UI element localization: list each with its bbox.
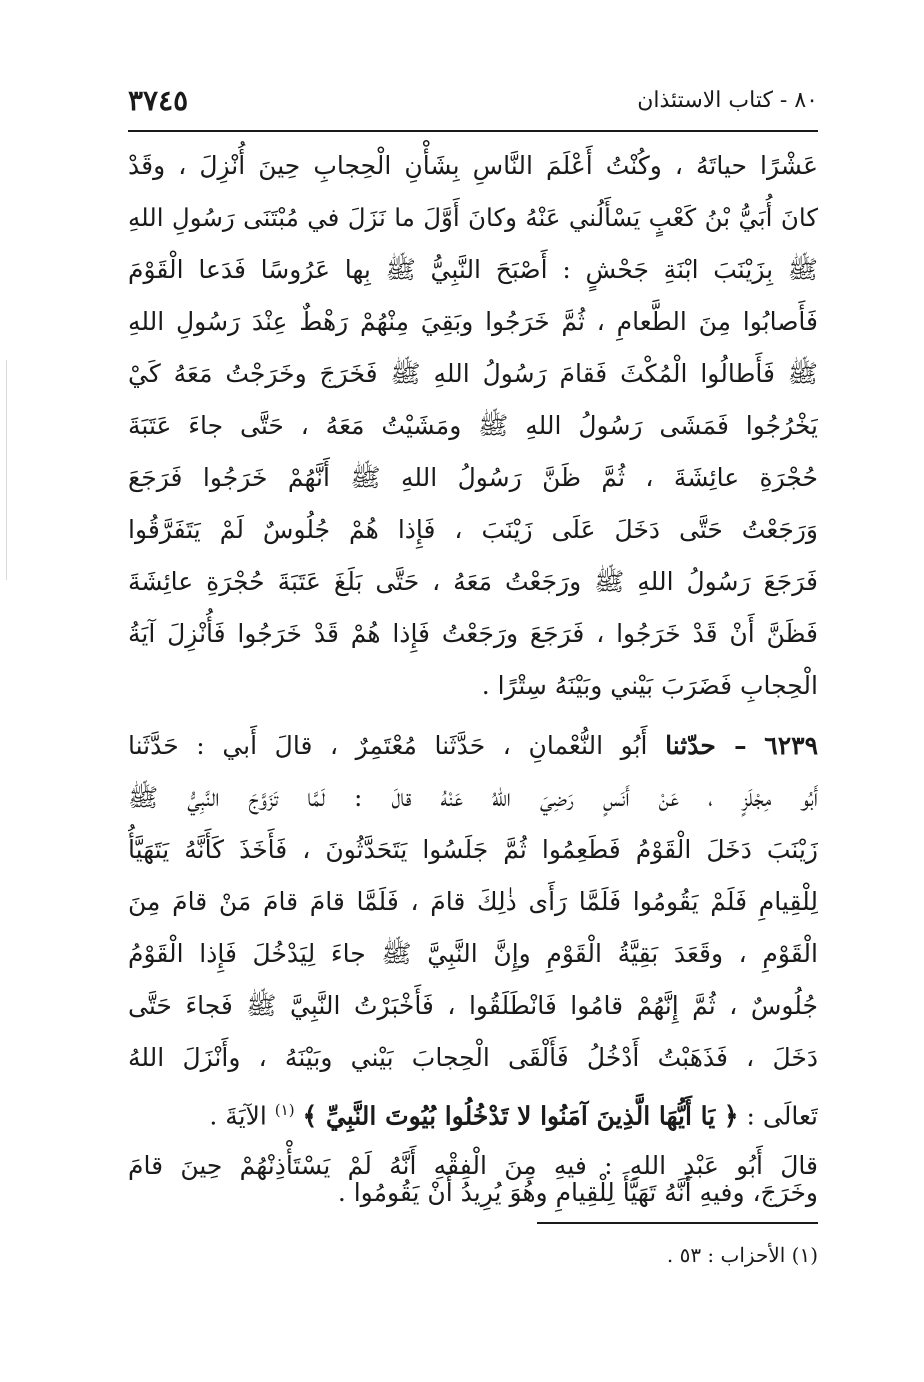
text-line: كانَ أُبَيُّ بْنُ كَعْبٍ يَسْأَلُني عَنْهُ وكانَ أَوَّلَ ما نَزَلَ في مُبْتَنَى رَسُولِ اللهِ: [128, 203, 818, 232]
text-line: فَظَنَّ أَنْ قَدْ خَرَجُوا ، فَرَجَعَ ورَجَعْتُ فَإِذا هُمْ قَدْ خَرَجُوا فَأُنْزِلَ آيَةُ: [128, 619, 818, 648]
scan-edge-line: [6, 360, 7, 580]
verse-prefix: تَعالَى :: [746, 1101, 818, 1131]
text-line: الْقَوْمِ ، وقَعَدَ بَقِيَّةُ الْقَوْمِ وإِنَّ النَّبِيَّ ﷺ جاءَ لِيَدْخُلَ فَإِذا الْقَوْمُ: [128, 939, 818, 968]
hadith-chain: أَبُو النُّعْمانِ ، حَدَّثَنا مُعْتَمِرٌ ، قالَ أَبي : حَدَّثَنا: [128, 731, 648, 760]
text-line: ﷺ بِزَيْنَبَ ابْنَةِ جَحْشٍ : أَصْبَحَ النَّبِيُّ ﷺ بِها عَرُوسًا فَدَعا الْقَوْمَ: [128, 255, 818, 284]
verse-suffix: الآيَةَ .: [209, 1101, 267, 1131]
chapter-title: ٨٠ - كتاب الاستئذان: [637, 88, 818, 113]
text-line: يَخْرُجُوا فَمَشَى رَسُولُ اللهِ ﷺ ومَشَيْتُ مَعَهُ ، حَتَّى جاءَ عَتَبَةَ: [128, 411, 818, 440]
text-line: جُلُوسٌ ، ثُمَّ إِنَّهُمْ قامُوا فَانْطَلَقُوا ، فَأَخْبَرْتُ النَّبِيَّ ﷺ فَجاءَ حَتَّى: [128, 991, 818, 1020]
text-line: حُجْرَةِ عائِشَةَ ، ثُمَّ ظَنَّ رَسُولُ اللهِ ﷺ أَنَّهُمْ خَرَجُوا فَرَجَعَ: [128, 463, 818, 492]
text-line: أَبُو مِجْلَزٍ ، عَنْ أَنَسٍ رَضِيَ اللهُ عَنْهُ قالَ : لَمَّا تَزَوَّجَ النَّبِيُّ ﷺ: [128, 783, 818, 812]
hadith-opening: – حدّثنا: [665, 731, 747, 760]
header-divider: [128, 130, 818, 132]
hadith-number: ٦٢٣٩: [764, 731, 818, 760]
page-number: ٣٧٤٥: [128, 84, 189, 117]
footnote: (١) الأحزاب : ٥٣ .: [666, 1243, 818, 1267]
page-header: [128, 84, 818, 124]
text-line: فَأَصابُوا مِنَ الطَّعامِ ، ثُمَّ خَرَجُوا وبَقِيَ مِنْهُمْ رَهْطٌ عِنْدَ رَسُولِ اللهِ: [128, 307, 818, 336]
text-line: الْحِجابِ فَضَرَبَ بَيْني وبَيْنَهُ سِتْرًا .: [481, 671, 818, 700]
text-line: دَخَلَ ، فَذَهَبْتُ أَدْخُلُ فَأَلْقَى الْحِجابَ بَيْني وبَيْنَهُ ، وأَنْزَلَ اللهُ: [128, 1043, 818, 1072]
text-line: لِلْقِيامِ فَلَمْ يَقُومُوا فَلَمَّا رَأَى ذٰلِكَ قامَ ، فَلَمَّا قامَ قامَ مَنْ قامَ مِنَ: [128, 887, 818, 916]
hadith-heading-line: [128, 720, 818, 772]
quran-verse: ﴿ يَا أَيُّهَا الَّذِينَ آمَنُوا لا تَدْخُلُوا بُيُوتَ النَّبِيِّ ﴾: [302, 1101, 739, 1131]
text-line: زَيْنَبَ دَخَلَ الْقَوْمُ فَطَعِمُوا ثُمَّ جَلَسُوا يَتَحَدَّثُونَ ، فَأَخَذَ كَأَنَّهُ يَتَهَيَّأُ: [128, 835, 818, 864]
verse-line: [128, 1084, 818, 1136]
footnote-reference: (١): [274, 1101, 295, 1119]
text-line: فَرَجَعَ رَسُولُ اللهِ ﷺ ورَجَعْتُ مَعَهُ ، حَتَّى بَلَغَ عَتَبَةَ حُجْرَةِ عائِشَةَ: [128, 567, 818, 596]
text-line: قالَ أَبُو عَبْدِ اللهِ : فيهِ مِنَ الْفِقْهِ أَنَّهُ لَمْ يَسْتَأْذِنْهُمْ حِينَ قامَ: [128, 1151, 818, 1180]
text-line: عَشْرًا حياتَهُ ، وكُنْتُ أَعْلَمَ النَّاسِ بِشَأْنِ الْحِجابِ حِينَ أُنْزِلَ ، وقَدْ: [128, 151, 818, 180]
text-line: وخَرَجَ، وفيهِ أَنَّهُ تَهَيَّأَ لِلْقِيامِ وهُوَ يُرِيدُ أَنْ يَقُومُوا .: [337, 1178, 818, 1207]
footnote-divider: [537, 1222, 818, 1224]
text-line: ﷺ فَأَطالُوا الْمُكْثَ فَقامَ رَسُولُ اللهِ ﷺ فَخَرَجَ وخَرَجْتُ مَعَهُ كَيْ: [128, 359, 818, 388]
text-line: وَرَجَعْتُ حَتَّى دَخَلَ عَلَى زَيْنَبَ ، فَإِذا هُمْ جُلُوسٌ لَمْ يَتَفَرَّقُوا: [128, 515, 818, 544]
